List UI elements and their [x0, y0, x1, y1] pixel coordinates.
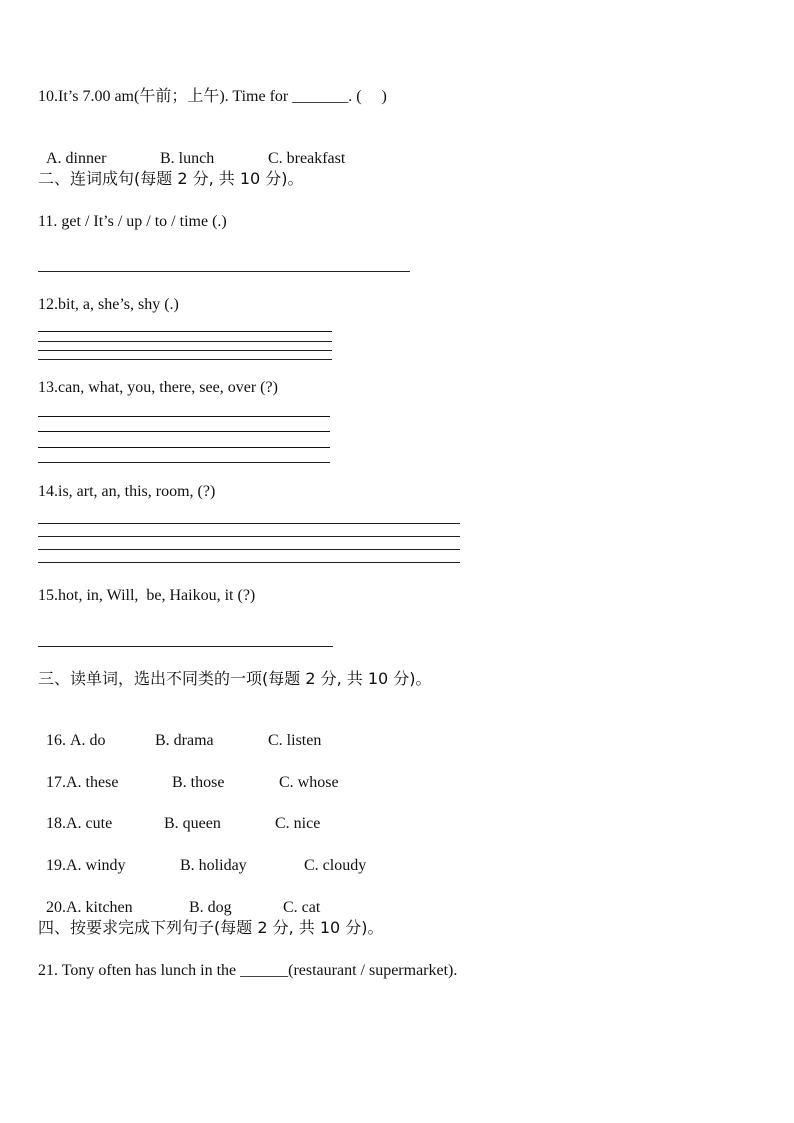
option-b: B. holiday — [180, 857, 247, 874]
answer-line-14d[interactable] — [38, 562, 460, 563]
question-17 — [38, 753, 339, 793]
question-10-stem: 10.It’s 7.00 am(午前；上午). Time for _______. ( ) — [38, 88, 387, 105]
option-c: C. listen — [268, 732, 322, 749]
answer-line-13a[interactable] — [38, 416, 330, 417]
question-12: 12.bit, a, she’s, shy (.) — [38, 296, 179, 313]
option-b: B. queen — [164, 815, 221, 832]
answer-line-12c[interactable] — [38, 350, 332, 351]
option-c: C. cat — [283, 899, 321, 916]
question-14: 14.is, art, an, this, room, (?) — [38, 483, 216, 500]
section-3-heading: 三、读单词，选出不同类的一项(每题 2 分, 共 10 分)。 — [38, 669, 432, 688]
option-a: A. cute — [66, 815, 113, 832]
option-b: B. those — [172, 774, 225, 791]
answer-line-12b[interactable] — [38, 341, 332, 342]
answer-line-12d[interactable] — [38, 359, 332, 360]
answer-line-12a[interactable] — [38, 331, 332, 332]
answer-line-13d[interactable] — [38, 462, 330, 463]
answer-line-11[interactable] — [38, 271, 410, 272]
section-4-heading: 四、按要求完成下列句子(每题 2 分, 共 10 分)。 — [38, 918, 384, 937]
question-13: 13.can, what, you, there, see, over (?) — [38, 379, 278, 396]
question-11: 11. get / It’s / up / to / time (.) — [38, 213, 227, 230]
question-number: 18. — [46, 815, 66, 832]
section-2-heading: 二、连词成句(每题 2 分, 共 10 分)。 — [38, 169, 304, 188]
option-c: C. whose — [279, 774, 339, 791]
question-number: 19. — [46, 857, 66, 874]
option-b: B. drama — [155, 732, 214, 749]
option-a: A. dinner — [46, 150, 107, 167]
question-16 — [38, 711, 321, 751]
option-c: C. nice — [275, 815, 321, 832]
answer-line-14c[interactable] — [38, 549, 460, 550]
question-18 — [38, 794, 320, 834]
answer-line-13c[interactable] — [38, 447, 330, 448]
answer-line-14b[interactable] — [38, 536, 460, 537]
answer-line-13b[interactable] — [38, 431, 330, 432]
option-b: B. dog — [189, 899, 232, 916]
answer-line-14a[interactable] — [38, 523, 460, 524]
option-a: A. do — [70, 732, 106, 749]
question-10-options — [38, 129, 345, 169]
question-number: 16. — [46, 732, 66, 749]
answer-line-15[interactable] — [38, 646, 333, 647]
option-c: C. breakfast — [268, 150, 346, 167]
question-15: 15.hot, in, Will, be, Haikou, it (?) — [38, 587, 256, 604]
option-a: A. kitchen — [66, 899, 133, 916]
question-number: 17. — [46, 774, 66, 791]
question-number: 20. — [46, 899, 66, 916]
question-21: 21. Tony often has lunch in the ______(restaurant / supermarket). — [38, 962, 458, 979]
question-19 — [38, 836, 366, 876]
option-c: C. cloudy — [304, 857, 367, 874]
option-a: A. these — [66, 774, 119, 791]
option-b: B. lunch — [160, 150, 215, 167]
option-a: A. windy — [66, 857, 126, 874]
question-20 — [38, 878, 320, 918]
